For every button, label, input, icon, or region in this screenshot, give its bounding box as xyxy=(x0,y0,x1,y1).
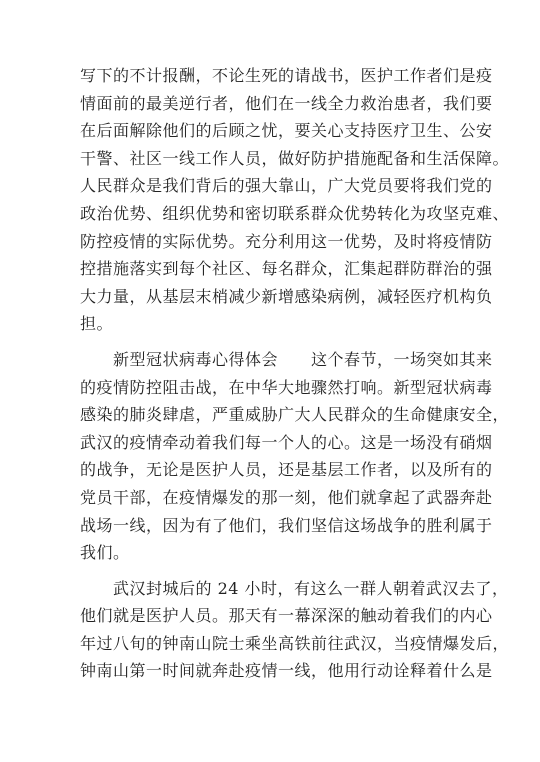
text-line: 武汉的疫情牵动着我们每一个人的心。这是一场没有硝烟 xyxy=(80,432,493,452)
text-line: 新型冠状病毒心得体会 这个春节，一场突如其来 xyxy=(80,349,493,369)
text-line: 防控疫情的实际优势。充分利用这一优势，及时将疫情防 xyxy=(80,231,493,251)
text-line: 感染的肺炎肆虐，严重威胁广大人民群众的生命健康安全， xyxy=(80,405,510,425)
text-line: 他们就是医护人员。那天有一幕深深的触动着我们的内心 xyxy=(80,606,493,626)
text-line: 在后面解除他们的后顾之忧，要关心支持医疗卫生、公安 xyxy=(80,121,493,141)
text-line: 的疫情防控阻击战，在中华大地骤然打响。新型冠状病毒 xyxy=(80,377,493,397)
text-line: 大力量，从基层末梢减少新增感染病例，减轻医疗机构负 xyxy=(80,286,493,306)
paragraph-3 xyxy=(80,575,510,685)
paragraph-2 xyxy=(80,346,510,567)
text-line: 担。 xyxy=(80,314,114,334)
text-line: 干警、社区一线工作人员，做好防护措施配备和生活保障。 xyxy=(80,148,510,168)
text-line: 武汉封城后的 24 小时，有这么一群人朝着武汉去了， xyxy=(80,578,509,598)
text-line: 钟南山第一时间就奔赴疫情一线，他用行动诠释着什么是 xyxy=(80,661,493,681)
text-line: 政治优势、组织优势和密切联系群众优势转化为攻坚克难、 xyxy=(80,203,510,223)
text-line: 我们。 xyxy=(80,543,130,563)
text-line: 控措施落实到每个社区、每名群众，汇集起群防群治的强 xyxy=(80,259,493,279)
paragraph-spacer xyxy=(80,567,470,575)
text-line: 写下的不计报酬，不论生死的请战书，医护工作者们是疫 xyxy=(80,66,493,85)
text-line: 情面前的最美逆行者，他们在一线全力救治患者，我们要 xyxy=(80,93,493,113)
text-line: 年过八旬的钟南山院士乘坐高铁前往武汉，当疫情爆发后， xyxy=(80,633,510,653)
paragraph-spacer xyxy=(80,338,470,346)
text-line: 战场一线，因为有了他们，我们坚信这场战争的胜利属于 xyxy=(80,515,493,535)
paragraph-1 xyxy=(80,62,510,338)
document-body xyxy=(80,62,510,685)
text-line: 的战争，无论是医护人员，还是基层工作者，以及所有的 xyxy=(80,460,493,480)
text-line: 人民群众是我们背后的强大靠山，广大党员要将我们党的 xyxy=(80,176,493,196)
text-line: 党员干部，在疫情爆发的那一刻，他们就拿起了武器奔赴 xyxy=(80,487,493,507)
